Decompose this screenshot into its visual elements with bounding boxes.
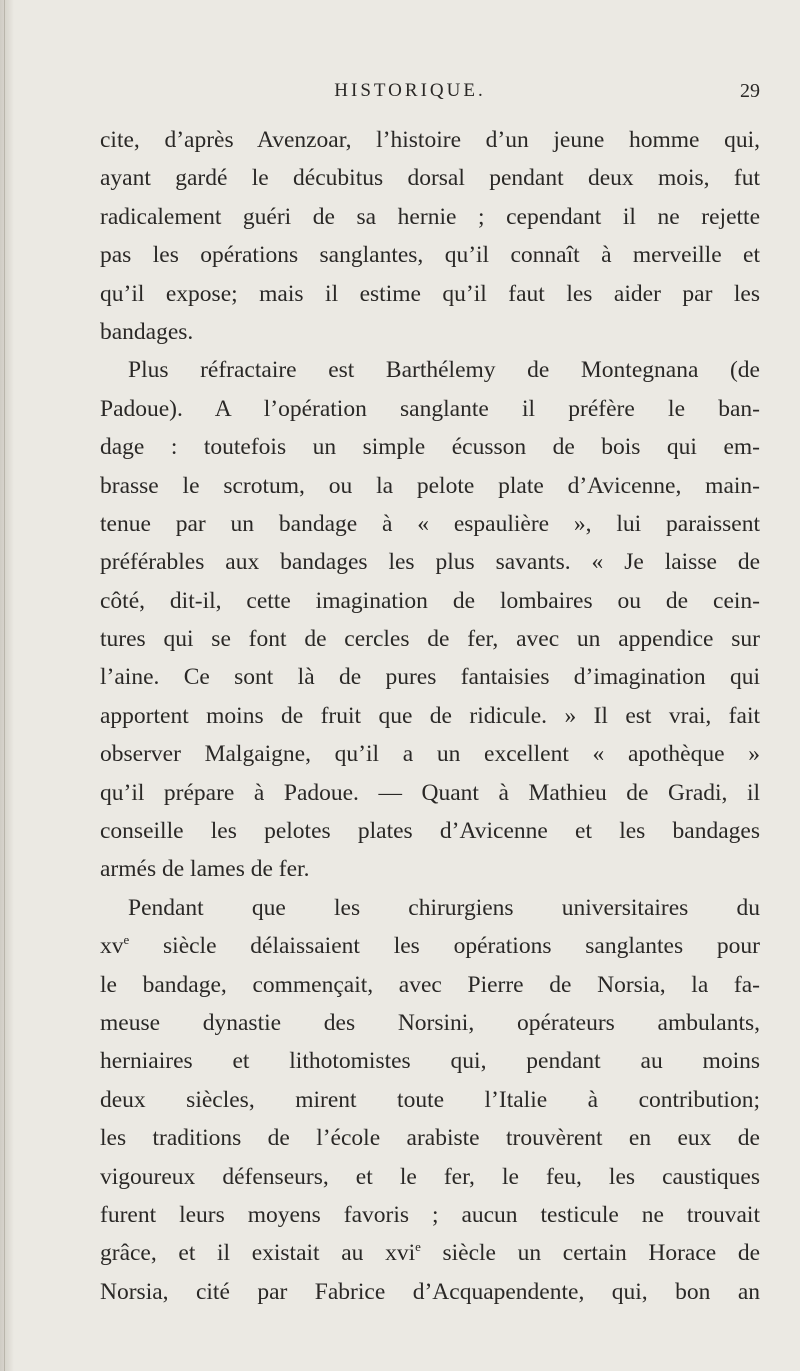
paragraph-start-line: Plus réfractaire est Barthélemy de Montegnana (de <box>128 357 760 384</box>
century-root: xvi <box>385 1240 416 1267</box>
text-line: tures qui se font de cercles de fer, avec un appendice sur <box>100 626 760 653</box>
text-line: ayant gardé le décubitus dorsal pendant deux mois, fut <box>100 165 760 192</box>
century-superscript: e <box>123 932 130 948</box>
text-line: vigoureux défenseurs, et le fer, le feu, les caustiques <box>100 1163 760 1190</box>
text-line: Norsia, cité par Fabrice d’Acquapendente, qui, bon an <box>100 1278 760 1305</box>
text-line: dage : toutefois un simple écusson de bois qui em- <box>100 434 760 461</box>
page-number: 29 <box>740 80 760 102</box>
text-line: qu’il prépare à Padoue. — Quant à Mathieu de Gradi, il <box>100 779 760 806</box>
text-line: apportent moins de fruit que de ridicule. » Il est vrai, fait <box>100 702 760 729</box>
text-line: Padoue). A l’opération sanglante il préfère le ban- <box>100 395 760 422</box>
text-line: meuse dynastie des Norsini, opérateurs ambulants, <box>100 1009 760 1036</box>
text-line-with-century <box>100 927 760 965</box>
text-line-with-century <box>100 1234 760 1272</box>
text-span: siècle délaissaient les opérations sanglantes pour <box>163 933 760 960</box>
text-line: qu’il expose; mais il estime qu’il faut les aider par les <box>100 280 760 307</box>
text-line: radicalement guéri de sa hernie ; cependant il ne rejette <box>100 203 760 230</box>
text-line: herniaires et lithotomistes qui, pendant au moins <box>100 1048 760 1075</box>
text-line: armés de lames de fer. <box>100 856 310 883</box>
text-span: siècle un certain Horace de <box>442 1240 761 1267</box>
text-line: observer Malgaigne, qu’il a un excellent « apothèque » <box>100 741 760 768</box>
running-head: HISTORIQUE. <box>334 80 486 101</box>
century-root: xv <box>100 933 124 960</box>
body-text <box>100 121 760 1311</box>
text-line: pas les opérations sanglantes, qu’il connaît à merveille et <box>100 242 760 269</box>
text-line: bandages. <box>100 318 194 345</box>
page-binding-line <box>4 0 5 1371</box>
page-header <box>60 80 760 110</box>
text-line: cite, d’après Avenzoar, l’histoire d’un jeune homme qui, <box>100 127 760 153</box>
page-edge-shadow <box>0 0 14 1371</box>
text-line: préférables aux bandages les plus savants. « Je laisse de <box>100 549 760 576</box>
text-line: le bandage, commençait, avec Pierre de Norsia, la fa- <box>100 971 760 998</box>
text-line: tenue par un bandage à « espaulière », lui paraissent <box>100 510 760 537</box>
text-line: conseille les pelotes plates d’Avicenne et les bandages <box>100 818 760 845</box>
text-line: les traditions de l’école arabiste trouvèrent en eux de <box>100 1125 760 1152</box>
text-line: deux siècles, mirent toute l’Italie à contribution; <box>100 1086 760 1113</box>
century-xvi <box>385 1240 421 1266</box>
text-span: grâce, et il existait au <box>100 1240 364 1267</box>
text-line: l’aine. Ce sont là de pures fantaisies d’imagination qui <box>100 664 760 691</box>
paragraph-start-line: Pendant que les chirurgiens universitaires du <box>128 894 760 921</box>
text-line: furent leurs moyens favoris ; aucun testicule ne trouvait <box>100 1201 760 1228</box>
century-superscript: e <box>415 1239 421 1255</box>
text-line: brasse le scrotum, ou la pelote plate d’Avicenne, main- <box>100 472 760 499</box>
century-xv <box>100 933 129 959</box>
text-line: côté, dit-il, cette imagination de lombaires ou de cein- <box>100 587 760 614</box>
